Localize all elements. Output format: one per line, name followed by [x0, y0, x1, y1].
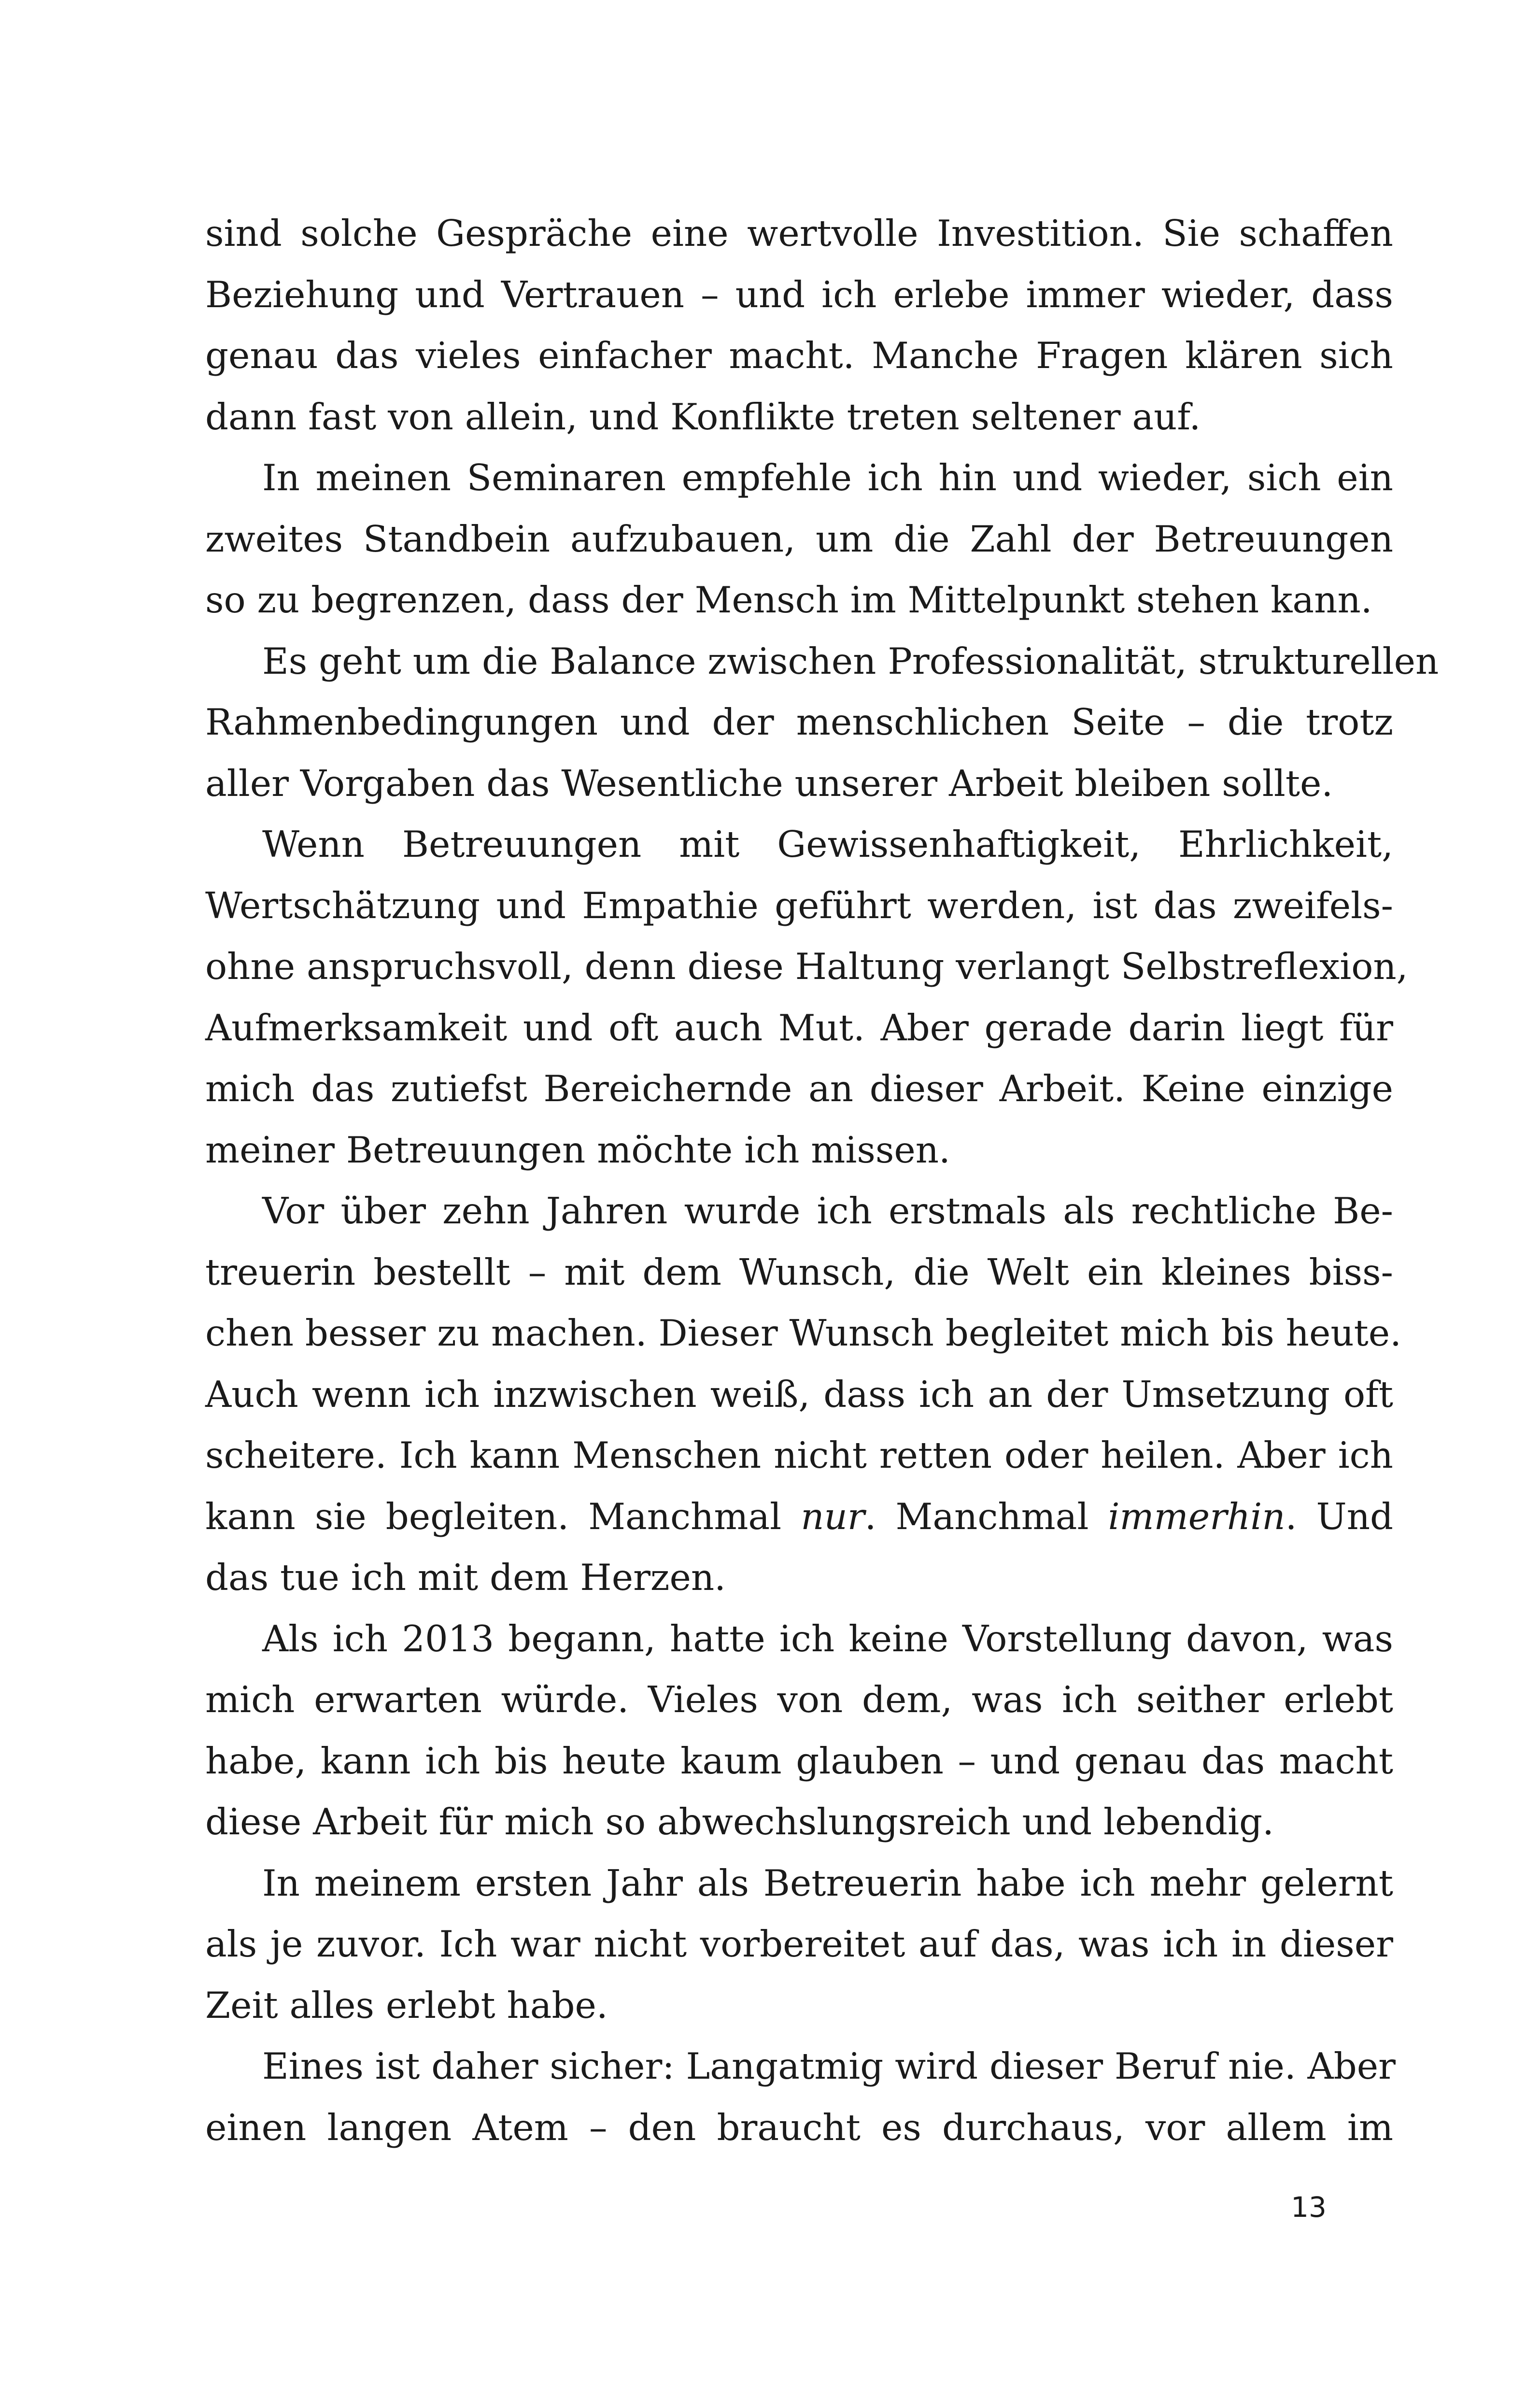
text-line: Rahmenbedingungen und der menschlichen Seite – die trotz — [205, 701, 1393, 743]
text-line: mich das zutiefst Bereichernde an dieser Arbeit. Keine einzige — [205, 1067, 1393, 1110]
text-run: . Und — [1285, 1495, 1394, 1538]
text-line: als je zuvor. Ich war nicht vorbereitet auf das, was ich in dieser — [205, 1923, 1393, 1965]
text-line: sind solche Gespräche eine wertvolle Investition. Sie schaffen — [205, 212, 1393, 255]
text-line: In meinen Seminaren empfehle ich hin und wieder, sich ein — [262, 456, 1393, 499]
text-line: meiner Betreuungen möchte ich missen. — [205, 1128, 950, 1171]
text-line: diese Arbeit für mich so abwechslungsreich und lebendig. — [205, 1801, 1274, 1843]
text-line: chen besser zu machen. Dieser Wunsch begleitet mich bis heute. — [205, 1312, 1402, 1354]
text-line: das tue ich mit dem Herzen. — [205, 1556, 726, 1599]
text-line: mich erwarten würde. Vieles von dem, was ich seither erlebt — [205, 1678, 1393, 1721]
text-line: zweites Standbein aufzubauen, um die Zahl der Betreuungen — [205, 517, 1393, 560]
emphasis-nur: nur — [801, 1495, 865, 1538]
text-line: Zeit alles erlebt habe. — [205, 1984, 608, 2027]
text-line: ohne anspruchsvoll, denn diese Haltung verlangt Selbstreflexion, — [205, 945, 1408, 988]
text-line: dann fast von allein, und Konflikte treten seltener auf. — [205, 395, 1201, 438]
text-line: Vor über zehn Jahren wurde ich erstmals als rechtliche Be- — [262, 1190, 1393, 1232]
page-number: 13 — [1291, 2191, 1327, 2224]
text-line: aller Vorgaben das Wesentliche unserer Arbeit bleiben sollte. — [205, 762, 1333, 805]
text-line: habe, kann ich bis heute kaum glauben – und genau das macht — [205, 1739, 1393, 1782]
text-line: In meinem ersten Jahr als Betreuerin habe ich mehr gelernt — [262, 1861, 1393, 1904]
text-line: Es geht um die Balance zwischen Professionalität, strukturellen — [262, 639, 1439, 682]
emphasis-immerhin: immerhin — [1108, 1495, 1286, 1538]
text-line: Aufmerksamkeit und oft auch Mut. Aber gerade darin liegt für — [205, 1006, 1393, 1049]
text-line-with-emphasis — [205, 1486, 1393, 1547]
text-line: so zu begrenzen, dass der Mensch im Mittelpunkt stehen kann. — [205, 579, 1372, 621]
text-run: kann sie begleiten. Manchmal — [205, 1495, 801, 1538]
text-line: genau das vieles einfacher macht. Manche Fragen klären sich — [205, 334, 1393, 377]
text-line: Beziehung und Vertrauen – und ich erlebe immer wieder, dass — [205, 273, 1393, 316]
text-line: treuerin bestellt – mit dem Wunsch, die Welt ein kleines biss- — [205, 1250, 1393, 1293]
text-line: Wenn Betreuungen mit Gewissenhaftigkeit, Ehrlichkeit, — [262, 823, 1393, 865]
text-run: . Manchmal — [864, 1495, 1108, 1538]
text-line: einen langen Atem – den braucht es durchaus, vor allem im — [205, 2106, 1393, 2149]
text-line: Eines ist daher sicher: Langatmig wird dieser Beruf nie. Aber — [262, 2045, 1396, 2087]
body-text — [205, 203, 1439, 2158]
text-line: scheitere. Ich kann Menschen nicht retten oder heilen. Aber ich — [205, 1434, 1393, 1476]
text-line: Als ich 2013 begann, hatte ich keine Vorstellung davon, was — [262, 1617, 1393, 1660]
text-line: Wertschätzung und Empathie geführt werden, ist das zweifels- — [205, 884, 1393, 927]
text-line: Auch wenn ich inzwischen weiß, dass ich an der Umsetzung oft — [205, 1373, 1393, 1416]
